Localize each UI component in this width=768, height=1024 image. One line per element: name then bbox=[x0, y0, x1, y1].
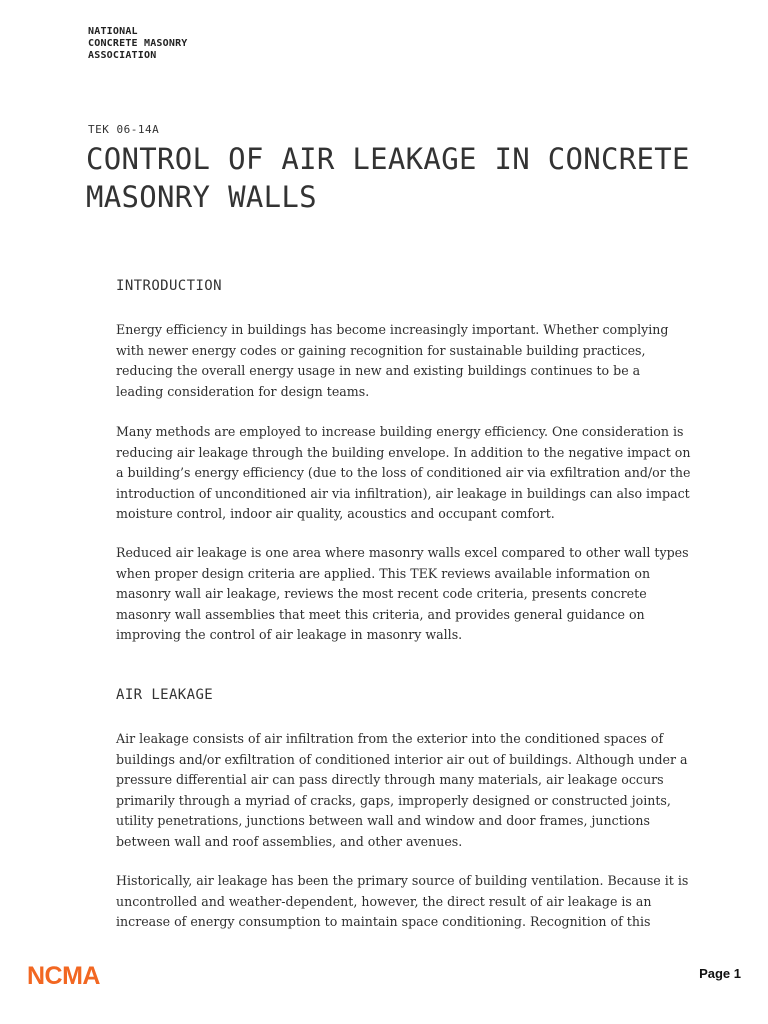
organization-line-3: ASSOCIATION bbox=[88, 50, 157, 61]
paragraph: Reduced air leakage is one area where masonry walls excel compared to other wall types when proper design criteria are applied. This TEK reviews available information on masonry wall air leakage, reviews the most recent code criteria, presents concrete masonry wall assemblies that meet this criteria, and provides general guidance on improving the control of air leakage in masonry walls. bbox=[116, 545, 689, 643]
ncma-logo: NCMA bbox=[27, 962, 100, 990]
tek-number: TEK 06-14A bbox=[88, 123, 160, 136]
section-heading-introduction: INTRODUCTION bbox=[116, 278, 222, 294]
paragraph: Energy efficiency in buildings has become increasingly important. Whether complying with newer energy codes or gaining recognition for sustainable building practices, reducing the overall energy usage in new and existing buildings continues to be a leading consideration for design teams. bbox=[116, 322, 669, 399]
paragraph: Air leakage consists of air infiltration from the exterior into the conditioned spaces of buildings and/or exfiltration of conditioned interior air out of buildings. Although under a pressure differential air can pass directly through many materials, air leakage occurs primarily through a myriad of cracks, gaps, improperly designed or constructed joints, utility penetrations, junctions between wall and window and door frames, junctions between wall and roof assemblies, and other avenues. bbox=[116, 731, 688, 849]
organization-line-1: NATIONAL bbox=[88, 26, 138, 37]
page-number: Page 1 bbox=[699, 966, 741, 981]
paragraph: Historically, air leakage has been the primary source of building ventilation. Because it is uncontrolled and weather-dependent, however, the direct result of air leakage is an increase of energy consumption to maintain space conditioning. Recognition of this bbox=[116, 873, 689, 930]
organization-name bbox=[88, 26, 188, 62]
document-title: CONTROL OF AIR LEAKAGE IN CONCRETE MASONRY WALLS bbox=[86, 142, 690, 214]
section-heading-air-leakage: AIR LEAKAGE bbox=[116, 687, 214, 703]
paragraph: Many methods are employed to increase building energy efficiency. One consideration is reducing air leakage through the building envelope. In addition to the negative impact on a building’s energy efficiency (due to the loss of conditioned air via exfiltration and/or the introduction of unconditioned air via infiltration), air leakage in buildings can also impact moisture control, indoor air quality, acoustics and occupant comfort. bbox=[116, 424, 691, 522]
organization-line-2: CONCRETE MASONRY bbox=[88, 38, 188, 49]
